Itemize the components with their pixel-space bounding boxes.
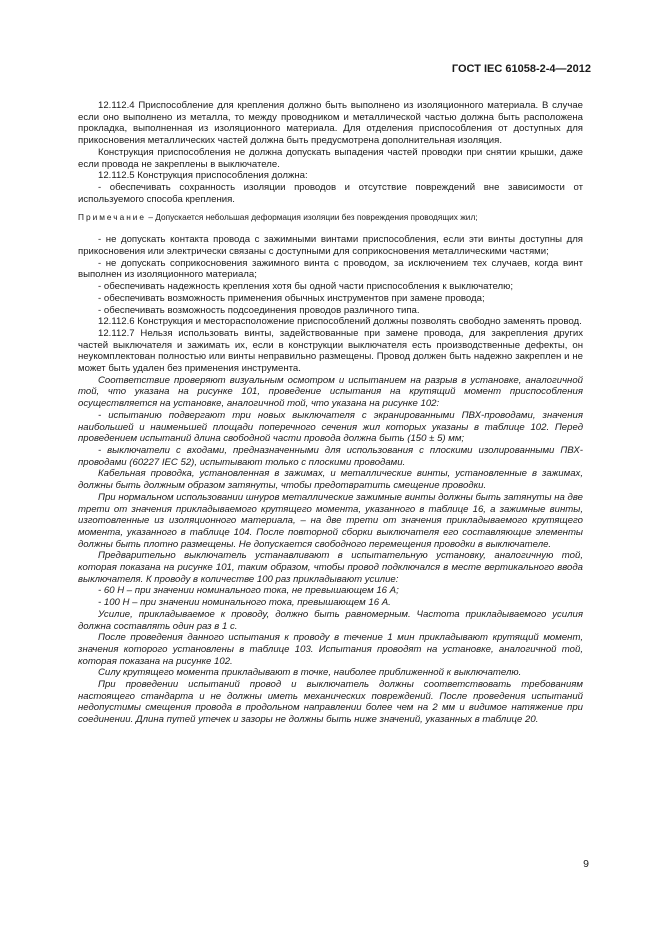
paragraph: - не допускать контакта провода с зажимными винтами приспособления, если эти винты доступны для прикосновения или электрически связаны с доступными для соприкосновения металлическими частями;	[78, 234, 583, 258]
paragraph: - обеспечивать сохранность изоляции проводов и отсутствие повреждений вне зависимости от используемого способа крепления.	[78, 181, 583, 205]
note	[78, 212, 583, 222]
paragraph: Конструкция приспособления не должна допускать выпадения частей проводки при снятии крышки, даже если провода не закреплены в выключателе.	[78, 146, 583, 170]
italic-paragraph: Предварительно выключатель устанавливают в испытательную установку, аналогичную той, которая показана на рисунке 101, таким образом, чтобы провод подключался в месте вертикального ввода выключателя. К проводу в количестве 100 раз прикладывают усилие:	[78, 550, 583, 585]
note-label: Примечание	[78, 212, 147, 223]
note-text: – Допускается небольшая деформация изоляции без повреждения проводящих жил;	[146, 212, 478, 223]
italic-paragraph: - 60 Н – при значении номинального тока, не превышающем 16 А;	[98, 585, 399, 597]
paragraph: 12.112.6 Конструкция и месторасположение приспособлений должны позволять свободно заменять провод.	[98, 316, 582, 328]
italic-paragraph: После проведения данного испытания к проводу в течение 1 мин прикладывают крутящий момент, значения которого установлены в таблице 103. Испытания проводят на установке, аналогичной той, которая показана на рисунке 102.	[78, 632, 583, 667]
paragraph: 12.112.7 Нельзя использовать винты, задействованные при замене провода, для закрепления других частей выключателя и зажимать их, если в конструкции выключателя есть производственные дефекты, он неукомплектован полностью или винты неправильно размещены. Провод должен быть надежно закреплен и не может быть удален без применения инструмента.	[78, 327, 583, 375]
paragraph: 12.112.5 Конструкция приспособления должна:	[98, 170, 308, 182]
paragraph: - обеспечивать надежность крепления хотя бы одной части приспособления к выключателю;	[98, 281, 513, 293]
italic-paragraph: Силу крутящего момента прикладывают в точке, наиболее приближенной к выключателю.	[98, 667, 522, 679]
paragraph: 12.112.4 Приспособление для крепления должно быть выполнено из изоляционного материала. В случае если оно выполнено из металла, то между проводником и металлической частью должна быть расположена прокладка, выполненная из изоляционного материала. Для отделения приспособления от доступных для прикосновения металлических частей должна быть предусмотрена дополнительная изоляция.	[78, 100, 583, 147]
document-body	[78, 100, 583, 726]
italic-paragraph: - испытанию подвергают три новых выключателя с экранированными ПВХ-проводами, значения наибольшей и наименьшей площади поперечного сечения жил которых указаны в таблице 102. Перед проведением испытаний длина свободной части провода должна быть (150 ± 5) мм;	[78, 409, 583, 445]
italic-paragraph: При проведении испытаний провод и выключатель должны соответствовать требованиям настоящего стандарта и не должны иметь механических повреждений. После проведения испытаний недопустимы смещения провода в продольном направлении более чем на 2 мм и видимое натяжение при соединении. Длина путей утечек и зазоры не должны быть ниже значений, указанных в таблице 20.	[78, 679, 583, 726]
italic-paragraph: При нормальном использовании шнуров металлические зажимные винты должны быть затянуты на две трети от значения прикладываемого крутящего момента, указанного в таблице 16, а зажимные винты, изготовленные из изоляционного материала, – на две трети от значения прикладываемого крутящего момента, указанного в таблице 104. После повторной сборки выключателя его составляющие элементы должны быть плотно размещены. Не допускается свободного перемещения проводки в выключателе.	[78, 491, 583, 550]
paragraph: - не допускать соприкосновения зажимного винта с проводом, за исключением тех случаев, когда винт выполнен из изоляционного материала;	[78, 257, 583, 281]
document-header: ГОСТ IEC 61058-2-4—2012	[451, 63, 591, 75]
italic-paragraph: - выключатели с входами, предназначенными для использования с плоскими изолированными ПВХ-проводами (60227 IEC 52), испытывают только с плоскими проводами.	[78, 444, 583, 468]
paragraph: - обеспечивать возможность подсоединения проводов различного типа.	[98, 304, 420, 316]
italic-paragraph: - 100 Н – при значении номинального тока, превышающем 16 А.	[98, 597, 391, 609]
italic-paragraph: Кабельная проводка, установленная в зажимах, и металлические винты, установленные в зажимах, должны быть должным образом затянуты, чтобы предотвратить смещение проводки.	[78, 468, 583, 492]
page-number: 9	[583, 858, 589, 870]
italic-paragraph: Усилие, прикладываемое к проводу, должно быть равномерным. Частота прикладываемого усилия должна составлять один раз в 1 с.	[78, 608, 583, 632]
italic-paragraph: Соответствие проверяют визуальным осмотром и испытанием на разрыв в установке, аналогичной той, что указана на рисунке 101, проведение испытания на крутящий момент приспособления осуществляется на установке, аналогичной той, что указана на рисунке 102:	[78, 374, 583, 410]
paragraph: - обеспечивать возможность применения обычных инструментов при замене провода;	[98, 292, 485, 304]
